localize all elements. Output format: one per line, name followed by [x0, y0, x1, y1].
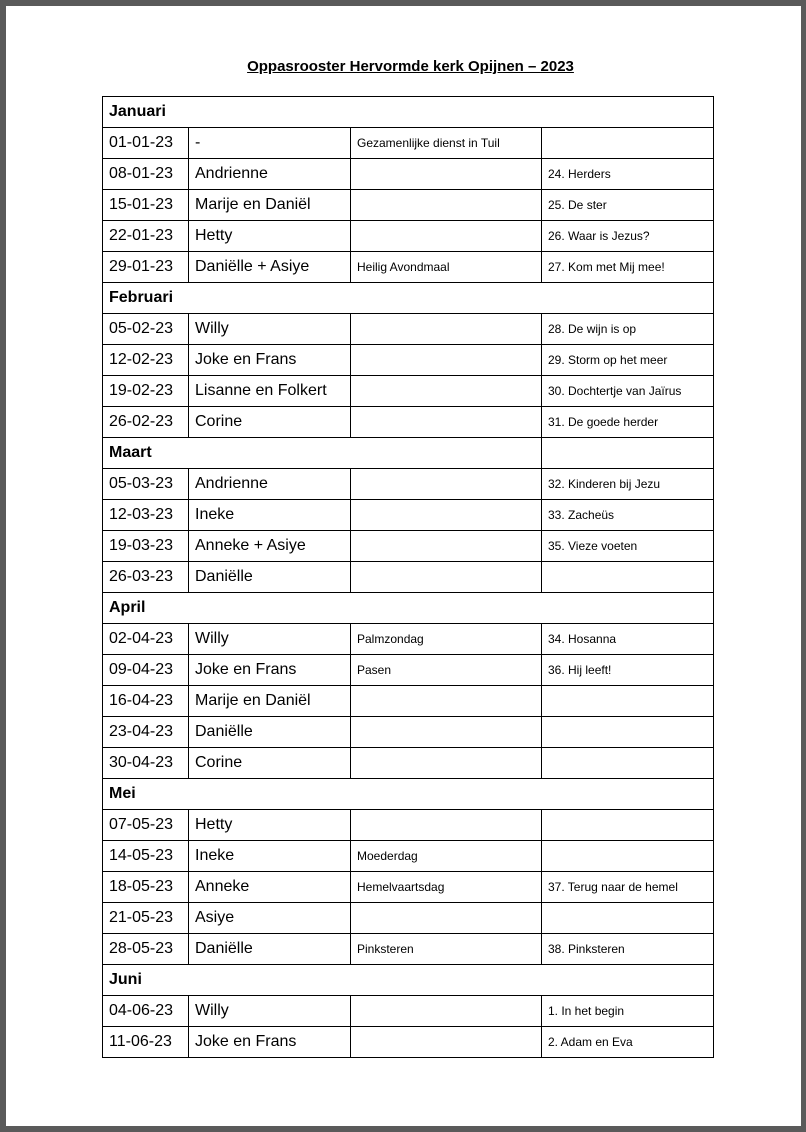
date-cell: 28-05-23	[103, 934, 189, 965]
schedule-body	[103, 97, 714, 1058]
page-title: Oppasrooster Hervormde kerk Opijnen – 2023	[247, 58, 574, 75]
date-cell: 14-05-23	[103, 841, 189, 872]
month-header-row	[103, 283, 714, 314]
schedule-row	[103, 1027, 714, 1058]
schedule-row	[103, 252, 714, 283]
service-note-cell: Pasen	[351, 655, 542, 686]
caretaker-cell: Daniëlle	[189, 934, 351, 965]
document-page	[6, 6, 801, 1126]
story-cell	[542, 841, 714, 872]
month-header-row	[103, 779, 714, 810]
schedule-table	[102, 96, 714, 1058]
service-note-cell	[351, 190, 542, 221]
service-note-cell	[351, 562, 542, 593]
service-note-cell	[351, 686, 542, 717]
story-cell	[542, 128, 714, 159]
story-cell: 1. In het begin	[542, 996, 714, 1027]
caretaker-cell: Hetty	[189, 221, 351, 252]
service-note-cell	[351, 407, 542, 438]
caretaker-cell: Corine	[189, 748, 351, 779]
month-name: April	[103, 593, 714, 624]
schedule-row	[103, 872, 714, 903]
story-cell	[542, 903, 714, 934]
story-cell: 33. Zacheüs	[542, 500, 714, 531]
service-note-cell	[351, 531, 542, 562]
date-cell: 12-02-23	[103, 345, 189, 376]
caretaker-cell: Anneke	[189, 872, 351, 903]
service-note-cell: Pinksteren	[351, 934, 542, 965]
month-header-row	[103, 97, 714, 128]
schedule-row	[103, 500, 714, 531]
service-note-cell: Gezamenlijke dienst in Tuil	[351, 128, 542, 159]
date-cell: 22-01-23	[103, 221, 189, 252]
story-cell: 36. Hij leeft!	[542, 655, 714, 686]
date-cell: 16-04-23	[103, 686, 189, 717]
story-cell: 31. De goede herder	[542, 407, 714, 438]
service-note-cell	[351, 1027, 542, 1058]
caretaker-cell: Corine	[189, 407, 351, 438]
schedule-row	[103, 407, 714, 438]
date-cell: 05-03-23	[103, 469, 189, 500]
schedule-row	[103, 934, 714, 965]
story-cell: 29. Storm op het meer	[542, 345, 714, 376]
story-cell: 24. Herders	[542, 159, 714, 190]
caretaker-cell: Andrienne	[189, 469, 351, 500]
service-note-cell: Heilig Avondmaal	[351, 252, 542, 283]
caretaker-cell: Marije en Daniël	[189, 686, 351, 717]
schedule-row	[103, 159, 714, 190]
caretaker-cell: Joke en Frans	[189, 1027, 351, 1058]
caretaker-cell: Willy	[189, 996, 351, 1027]
service-note-cell	[351, 314, 542, 345]
date-cell: 26-03-23	[103, 562, 189, 593]
date-cell: 05-02-23	[103, 314, 189, 345]
story-cell	[542, 810, 714, 841]
schedule-row	[103, 748, 714, 779]
caretaker-cell: Joke en Frans	[189, 345, 351, 376]
service-note-cell	[351, 345, 542, 376]
schedule-row	[103, 221, 714, 252]
caretaker-cell: Asiye	[189, 903, 351, 934]
caretaker-cell: Ineke	[189, 841, 351, 872]
schedule-row	[103, 562, 714, 593]
date-cell: 08-01-23	[103, 159, 189, 190]
date-cell: 23-04-23	[103, 717, 189, 748]
service-note-cell	[351, 221, 542, 252]
schedule-row	[103, 810, 714, 841]
caretaker-cell: -	[189, 128, 351, 159]
service-note-cell	[351, 810, 542, 841]
month-name: Maart	[103, 438, 542, 469]
story-cell: 32. Kinderen bij Jezu	[542, 469, 714, 500]
schedule-row	[103, 624, 714, 655]
schedule-row	[103, 655, 714, 686]
month-name: Februari	[103, 283, 714, 314]
schedule-row	[103, 128, 714, 159]
month-header-row	[103, 593, 714, 624]
story-cell: 35. Vieze voeten	[542, 531, 714, 562]
date-cell: 19-02-23	[103, 376, 189, 407]
story-cell: 30. Dochtertje van Jaïrus	[542, 376, 714, 407]
caretaker-cell: Joke en Frans	[189, 655, 351, 686]
caretaker-cell: Willy	[189, 624, 351, 655]
story-cell	[542, 748, 714, 779]
date-cell: 09-04-23	[103, 655, 189, 686]
date-cell: 30-04-23	[103, 748, 189, 779]
date-cell: 21-05-23	[103, 903, 189, 934]
story-cell: 28. De wijn is op	[542, 314, 714, 345]
caretaker-cell: Daniëlle	[189, 717, 351, 748]
story-cell: 2. Adam en Eva	[542, 1027, 714, 1058]
schedule-row	[103, 314, 714, 345]
date-cell: 18-05-23	[103, 872, 189, 903]
schedule-row	[103, 190, 714, 221]
date-cell: 15-01-23	[103, 190, 189, 221]
month-name: Mei	[103, 779, 714, 810]
schedule-row	[103, 345, 714, 376]
caretaker-cell: Marije en Daniël	[189, 190, 351, 221]
date-cell: 01-01-23	[103, 128, 189, 159]
schedule-row	[103, 469, 714, 500]
story-cell	[542, 717, 714, 748]
date-cell: 07-05-23	[103, 810, 189, 841]
service-note-cell	[351, 717, 542, 748]
caretaker-cell: Daniëlle	[189, 562, 351, 593]
schedule-row	[103, 996, 714, 1027]
month-header-row	[103, 965, 714, 996]
service-note-cell: Moederdag	[351, 841, 542, 872]
caretaker-cell: Hetty	[189, 810, 351, 841]
date-cell: 04-06-23	[103, 996, 189, 1027]
caretaker-cell: Lisanne en Folkert	[189, 376, 351, 407]
story-cell: 38. Pinksteren	[542, 934, 714, 965]
date-cell: 29-01-23	[103, 252, 189, 283]
empty-cell	[542, 438, 714, 469]
service-note-cell: Palmzondag	[351, 624, 542, 655]
caretaker-cell: Andrienne	[189, 159, 351, 190]
service-note-cell	[351, 469, 542, 500]
schedule-row	[103, 376, 714, 407]
schedule-row	[103, 531, 714, 562]
story-cell: 25. De ster	[542, 190, 714, 221]
service-note-cell	[351, 500, 542, 531]
service-note-cell	[351, 748, 542, 779]
month-name: Juni	[103, 965, 714, 996]
date-cell: 12-03-23	[103, 500, 189, 531]
story-cell	[542, 562, 714, 593]
service-note-cell	[351, 376, 542, 407]
date-cell: 19-03-23	[103, 531, 189, 562]
caretaker-cell: Willy	[189, 314, 351, 345]
caretaker-cell: Ineke	[189, 500, 351, 531]
caretaker-cell: Anneke + Asiye	[189, 531, 351, 562]
service-note-cell	[351, 996, 542, 1027]
story-cell: 34. Hosanna	[542, 624, 714, 655]
story-cell: 27. Kom met Mij mee!	[542, 252, 714, 283]
service-note-cell	[351, 159, 542, 190]
month-header-row	[103, 438, 714, 469]
date-cell: 02-04-23	[103, 624, 189, 655]
date-cell: 26-02-23	[103, 407, 189, 438]
service-note-cell	[351, 903, 542, 934]
schedule-row	[103, 903, 714, 934]
story-cell: 37. Terug naar de hemel	[542, 872, 714, 903]
schedule-row	[103, 841, 714, 872]
month-name: Januari	[103, 97, 714, 128]
schedule-row	[103, 717, 714, 748]
caretaker-cell: Daniëlle + Asiye	[189, 252, 351, 283]
date-cell: 11-06-23	[103, 1027, 189, 1058]
story-cell	[542, 686, 714, 717]
service-note-cell: Hemelvaartsdag	[351, 872, 542, 903]
schedule-row	[103, 686, 714, 717]
story-cell: 26. Waar is Jezus?	[542, 221, 714, 252]
